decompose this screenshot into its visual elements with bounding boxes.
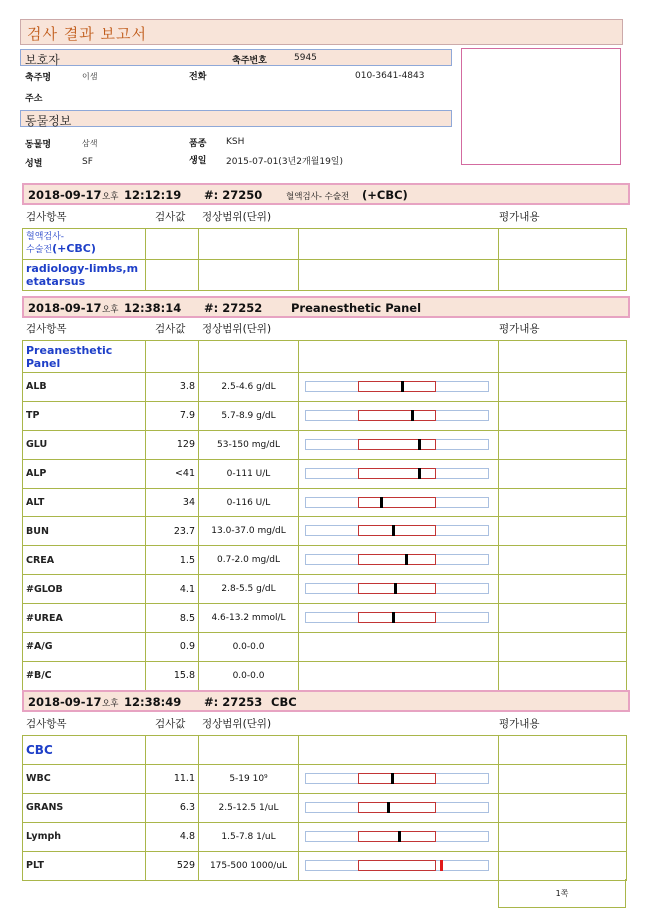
table-row <box>23 736 627 765</box>
col-range: 정상범위(단위) <box>202 718 272 730</box>
col-value: 검사값 <box>155 718 186 730</box>
col-value: 검사값 <box>155 211 186 223</box>
test-value: 7.9 <box>146 401 199 430</box>
test-value: 11.1 <box>146 765 199 794</box>
test-value: 23.7 <box>146 517 199 546</box>
value-marker <box>411 410 414 421</box>
sex-value: SF <box>82 157 93 167</box>
gauge-cell <box>299 459 499 488</box>
gauge-cell <box>299 575 499 604</box>
owner-label: 축주명 <box>25 73 52 83</box>
exam-number: #: 27250 <box>204 188 263 202</box>
test-item: TP <box>23 401 146 430</box>
value-marker <box>398 831 401 842</box>
test-range: 1.5-7.8 1/uL <box>199 822 299 851</box>
report-title-bar <box>20 19 623 45</box>
test-item: WBC <box>23 765 146 794</box>
value-marker <box>401 381 404 392</box>
range-gauge <box>305 583 489 594</box>
evaluation-cell <box>499 373 627 402</box>
col-range: 정상범위(단위) <box>202 211 272 223</box>
value-marker <box>405 554 408 565</box>
evaluation-cell <box>499 604 627 633</box>
test-item: #UREA <box>23 604 146 633</box>
range-gauge <box>305 439 489 450</box>
evaluation-cell <box>499 430 627 459</box>
chart-no-value: 5945 <box>294 53 317 63</box>
exam-ampm: 오후 <box>102 699 119 709</box>
normal-range-band <box>358 860 436 871</box>
test-value: 15.8 <box>146 661 199 690</box>
table-row <box>23 546 627 575</box>
animal-section-header <box>20 110 452 127</box>
col-item: 검사항목 <box>26 323 67 335</box>
col-item: 검사항목 <box>26 211 67 223</box>
group-name-line <box>26 243 145 256</box>
animal-section-title: 동물정보 <box>25 114 72 128</box>
value-marker <box>418 468 421 479</box>
evaluation-cell <box>499 517 627 546</box>
range-gauge <box>305 410 489 421</box>
normal-range-band <box>358 612 436 623</box>
table-row <box>23 488 627 517</box>
test-value: 0.9 <box>146 633 199 662</box>
gauge-cell <box>299 661 499 690</box>
test-range: 0-111 U/L <box>199 459 299 488</box>
test-range: 0.0-0.0 <box>199 633 299 662</box>
group-name-line: etatarsus <box>26 275 86 288</box>
gauge-cell <box>299 373 499 402</box>
test-value: 34 <box>146 488 199 517</box>
table-row <box>23 765 627 794</box>
test-value: 8.5 <box>146 604 199 633</box>
gauge-cell <box>299 401 499 430</box>
phone-label: 전화 <box>189 72 207 82</box>
test-item: BUN <box>23 517 146 546</box>
test-range: 5-19 10⁹ <box>199 765 299 794</box>
test-item: PLT <box>23 851 146 880</box>
test-item: ALB <box>23 373 146 402</box>
table-row <box>23 430 627 459</box>
birth-value: 2015-07-01(3년2개월19일) <box>226 157 344 167</box>
exam-name-suffix: (+CBC) <box>362 188 408 202</box>
test-value: <41 <box>146 459 199 488</box>
group-cell <box>23 229 146 260</box>
normal-range-band <box>358 831 436 842</box>
gauge-cell <box>299 546 499 575</box>
gauge-cell <box>299 430 499 459</box>
test-value: 6.3 <box>146 793 199 822</box>
exam-time: 12:12:19 <box>124 188 182 202</box>
table-row <box>23 229 627 260</box>
range-gauge <box>305 612 489 623</box>
range-gauge <box>305 831 489 842</box>
evaluation-cell <box>499 488 627 517</box>
exam-ampm: 오후 <box>102 305 119 315</box>
exam-time: 12:38:14 <box>124 301 182 315</box>
exam-header <box>22 690 630 712</box>
test-range: 0.7-2.0 mg/dL <box>199 546 299 575</box>
phone-value: 010-3641-4843 <box>355 71 425 81</box>
exam-table <box>22 340 627 691</box>
value-marker <box>394 583 397 594</box>
test-item: GRANS <box>23 793 146 822</box>
evaluation-cell <box>499 401 627 430</box>
breed-label: 품종 <box>189 139 207 149</box>
col-eval: 평가내용 <box>499 718 540 730</box>
table-row <box>23 822 627 851</box>
exam-date: 2018-09-17 <box>28 695 102 709</box>
exam-name: Preanesthetic Panel <box>291 301 422 315</box>
group-name-line: CBC <box>26 742 53 757</box>
range-gauge <box>305 773 489 784</box>
group-name-line: radiology-limbs,m <box>26 262 139 275</box>
test-item: ALP <box>23 459 146 488</box>
test-range: 0.0-0.0 <box>199 661 299 690</box>
normal-range-band <box>358 497 436 508</box>
evaluation-cell <box>499 765 627 794</box>
normal-range-band <box>358 439 436 450</box>
test-item: #A/G <box>23 633 146 662</box>
exam-time: 12:38:49 <box>124 695 182 709</box>
gauge-cell <box>299 604 499 633</box>
col-eval: 평가내용 <box>499 323 540 335</box>
birth-label: 생일 <box>189 156 207 166</box>
test-range: 4.6-13.2 mmol/L <box>199 604 299 633</box>
range-gauge <box>305 554 489 565</box>
normal-range-band <box>358 410 436 421</box>
table-row <box>23 401 627 430</box>
exam-date: 2018-09-17 <box>28 188 102 202</box>
group-cell <box>23 736 146 765</box>
test-range: 175-500 1000/uL <box>199 851 299 880</box>
normal-range-band <box>358 554 436 565</box>
group-name-line: Preanesthetic <box>26 343 113 357</box>
test-value: 3.8 <box>146 373 199 402</box>
test-range: 2.5-12.5 1/uL <box>199 793 299 822</box>
value-marker <box>440 860 443 871</box>
exam-header <box>22 183 630 205</box>
value-marker <box>387 802 390 813</box>
animal-name-value: 삼색 <box>82 139 98 148</box>
exam-number: #: 27252 <box>204 301 263 315</box>
test-value: 4.8 <box>146 822 199 851</box>
range-gauge <box>305 381 489 392</box>
photo-box <box>461 48 621 165</box>
test-item: Lymph <box>23 822 146 851</box>
value-marker <box>392 525 395 536</box>
page-number: 1쪽 <box>555 889 569 898</box>
test-range: 53-150 mg/dL <box>199 430 299 459</box>
page-number-box <box>498 879 626 908</box>
guardian-section-header <box>20 49 452 66</box>
exam-table <box>22 735 627 881</box>
col-item: 검사항목 <box>26 718 67 730</box>
guardian-section-title: 보호자 <box>25 53 60 67</box>
group-name-line: 혈액검사- <box>26 232 65 242</box>
normal-range-band <box>358 381 436 392</box>
gauge-cell <box>299 517 499 546</box>
table-row <box>23 633 627 662</box>
test-item: CREA <box>23 546 146 575</box>
range-gauge <box>305 525 489 536</box>
test-item: #B/C <box>23 661 146 690</box>
col-range: 정상범위(단위) <box>202 323 272 335</box>
range-gauge <box>305 497 489 508</box>
value-marker <box>391 773 394 784</box>
evaluation-cell <box>499 459 627 488</box>
value-marker <box>418 439 421 450</box>
test-range: 2.8-5.5 g/dL <box>199 575 299 604</box>
normal-range-band <box>358 773 436 784</box>
group-cell <box>23 341 146 373</box>
normal-range-band <box>358 583 436 594</box>
col-value: 검사값 <box>155 323 186 335</box>
gauge-cell <box>299 851 499 880</box>
range-gauge <box>305 468 489 479</box>
test-value: 1.5 <box>146 546 199 575</box>
test-value: 529 <box>146 851 199 880</box>
evaluation-cell <box>499 546 627 575</box>
chart-no-label: 축주번호 <box>232 56 267 66</box>
test-item: GLU <box>23 430 146 459</box>
table-row <box>23 373 627 402</box>
exam-number: #: 27253 <box>204 695 263 709</box>
normal-range-band <box>358 468 436 479</box>
test-value: 129 <box>146 430 199 459</box>
evaluation-cell <box>499 575 627 604</box>
exam-date: 2018-09-17 <box>28 301 102 315</box>
animal-name-label: 동물명 <box>25 140 52 150</box>
evaluation-cell <box>499 851 627 880</box>
report-title: 검사 결과 보고서 <box>27 25 147 43</box>
normal-range-band <box>358 802 436 813</box>
evaluation-cell <box>499 793 627 822</box>
test-range: 0-116 U/L <box>199 488 299 517</box>
range-gauge <box>305 860 489 871</box>
exam-ampm: 오후 <box>102 192 119 202</box>
table-row <box>23 517 627 546</box>
exam-header <box>22 296 630 318</box>
table-row <box>23 459 627 488</box>
gauge-cell <box>299 793 499 822</box>
test-range: 2.5-4.6 g/dL <box>199 373 299 402</box>
table-row <box>23 793 627 822</box>
test-item: #GLOB <box>23 575 146 604</box>
exam-table <box>22 228 627 291</box>
gauge-cell <box>299 765 499 794</box>
table-row <box>23 661 627 690</box>
gauge-cell <box>299 633 499 662</box>
table-row <box>23 851 627 880</box>
breed-value: KSH <box>226 137 245 147</box>
group-cell <box>23 260 146 291</box>
gauge-cell <box>299 488 499 517</box>
value-marker <box>392 612 395 623</box>
range-gauge <box>305 802 489 813</box>
exam-name: 혈액검사- 수술전 <box>286 192 350 202</box>
group-name-line: Panel <box>26 356 61 370</box>
evaluation-cell <box>499 633 627 662</box>
table-row <box>23 260 627 291</box>
group-name-part: 수술전 <box>26 245 53 255</box>
table-row <box>23 604 627 633</box>
evaluation-cell <box>499 661 627 690</box>
address-label: 주소 <box>25 94 43 104</box>
test-item: ALT <box>23 488 146 517</box>
exam-name: CBC <box>271 695 297 709</box>
table-row <box>23 341 627 373</box>
group-name-part: (+CBC) <box>52 242 96 255</box>
test-range: 13.0-37.0 mg/dL <box>199 517 299 546</box>
sex-label: 성별 <box>25 159 43 169</box>
col-eval: 평가내용 <box>499 211 540 223</box>
test-value: 4.1 <box>146 575 199 604</box>
owner-value: 이샘 <box>82 72 98 81</box>
table-row <box>23 575 627 604</box>
gauge-cell <box>299 822 499 851</box>
normal-range-band <box>358 525 436 536</box>
test-range: 5.7-8.9 g/dL <box>199 401 299 430</box>
evaluation-cell <box>499 822 627 851</box>
value-marker <box>380 497 383 508</box>
